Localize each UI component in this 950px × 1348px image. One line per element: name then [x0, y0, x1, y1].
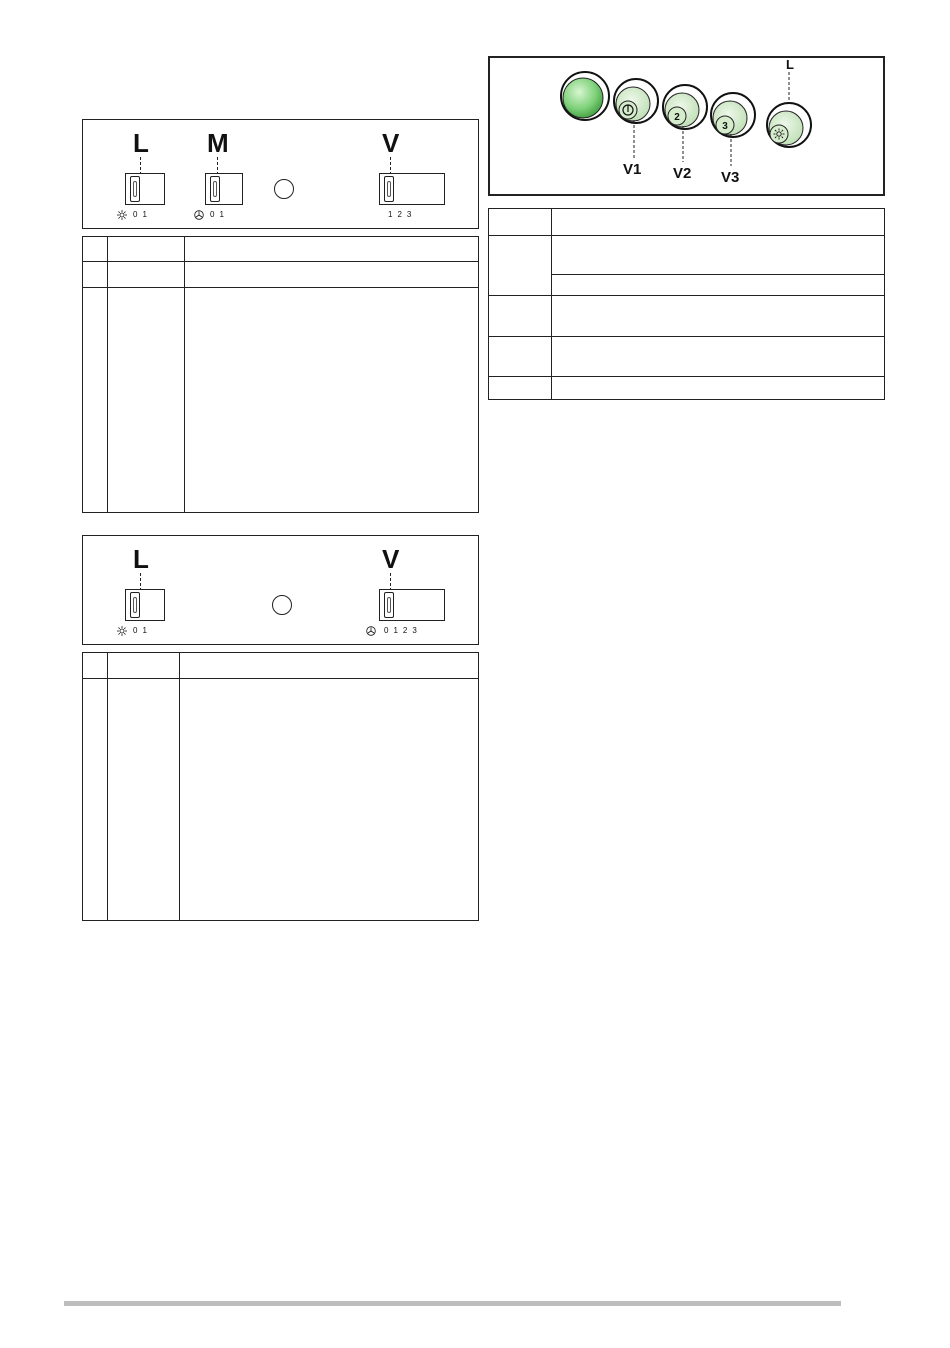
- knob-label-v2: V2: [673, 165, 692, 182]
- knob-v3[interactable]: [711, 93, 755, 137]
- power-lamp: [561, 72, 609, 120]
- speed-switch[interactable]: [379, 173, 445, 205]
- fan-icon: [194, 210, 204, 220]
- light-scale: [117, 210, 152, 220]
- table-row: [489, 296, 885, 337]
- label-light: L: [133, 544, 149, 574]
- motor-scale: [194, 210, 229, 220]
- footer-rule: [64, 1301, 841, 1306]
- label-speed: V: [382, 544, 400, 574]
- fan-icon: [366, 626, 376, 636]
- label-motor: M: [207, 128, 229, 158]
- table-row: [83, 262, 479, 288]
- knob-label-v3: V3: [721, 169, 740, 186]
- light-scale-0: 0: [133, 626, 138, 636]
- motor-scale-0: 0: [210, 210, 215, 220]
- table-row: [489, 377, 885, 400]
- table-row: [489, 236, 885, 275]
- knob-v3-symbol: 3: [722, 121, 728, 132]
- speed-scale: [366, 626, 422, 636]
- speed-scale: [388, 210, 416, 220]
- light-icon: [117, 626, 127, 636]
- table-row: [83, 288, 479, 513]
- table-row: [83, 653, 479, 679]
- control-panel-a: [82, 119, 479, 229]
- indicator-lamp: [274, 179, 294, 199]
- control-panel-b: [82, 535, 479, 645]
- knob-v2-symbol: 2: [674, 112, 680, 123]
- speed-switch[interactable]: [379, 589, 445, 621]
- speed-scale-1: 1: [388, 210, 393, 219]
- table-row: [489, 209, 885, 236]
- knob-label-v1: V1: [623, 161, 642, 178]
- indicator-lamp: [272, 595, 292, 615]
- motor-switch[interactable]: [205, 173, 243, 205]
- table-row: [83, 679, 479, 921]
- speed-scale-2: 2: [402, 626, 408, 636]
- knob-light[interactable]: [767, 103, 811, 147]
- light-icon: [117, 210, 127, 220]
- light-scale-1: 1: [142, 626, 147, 636]
- table-c: [488, 208, 885, 400]
- knob-v1[interactable]: [614, 79, 658, 123]
- light-scale-1: 1: [142, 210, 147, 220]
- table-row: [83, 237, 479, 262]
- label-speed: V: [382, 128, 400, 158]
- table-a: [82, 236, 479, 513]
- knob-label-light: L: [786, 57, 794, 72]
- light-scale: [117, 626, 152, 636]
- speed-scale-0: 0: [384, 626, 389, 636]
- label-light: L: [133, 128, 149, 158]
- table-b: [82, 652, 479, 921]
- motor-scale-1: 1: [219, 210, 224, 220]
- control-panel-c: [488, 56, 885, 196]
- speed-scale-2: 2: [397, 210, 402, 219]
- light-scale-0: 0: [133, 210, 138, 220]
- light-switch[interactable]: [125, 589, 165, 621]
- knob-v2[interactable]: [663, 85, 707, 129]
- speed-scale-3: 3: [412, 626, 417, 636]
- speed-scale-1: 1: [393, 626, 398, 636]
- light-switch[interactable]: [125, 173, 165, 205]
- speed-scale-3: 3: [406, 210, 412, 219]
- table-row: [489, 337, 885, 377]
